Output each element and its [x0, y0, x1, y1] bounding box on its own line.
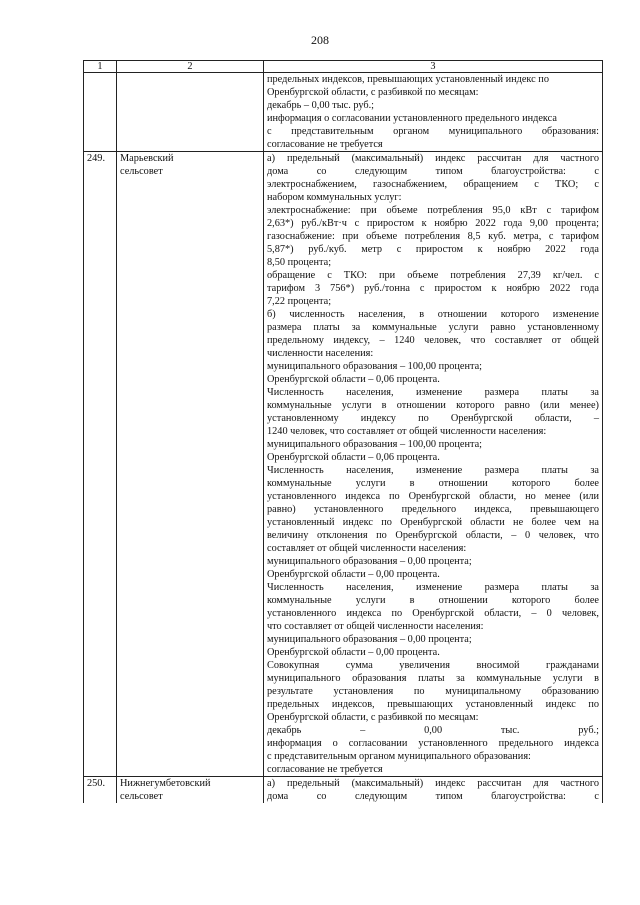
row-number-cell — [84, 73, 117, 152]
text-line: а) предельный (максимальный) индекс рассчитан для частного — [267, 778, 599, 789]
text-line: муниципального образования – 0,00 процента; — [267, 556, 472, 567]
municipality-name — [117, 152, 264, 777]
text-line: предельных индексов, превышающих установленный индекс по — [267, 74, 549, 85]
table-row-249 — [84, 152, 603, 777]
text-line: декабрь – 0,00 тыс. руб.; — [267, 725, 599, 736]
text-line: обращение с ТКО: при объеме потребления 27,39 кг/чел. с — [267, 270, 599, 281]
text-line: согласование не требуется — [267, 764, 383, 775]
text-line: размера платы за коммунальные услуги равно установленному — [267, 322, 599, 333]
text-line: установленному индексу по Оренбургской области, – — [267, 413, 599, 424]
text-line: коммунальные услуги в отношении которого равно (или менее) — [267, 400, 599, 411]
page-number: 208 — [311, 33, 329, 47]
text-line: установленного индекса по Оренбургской области, – 0 человек, — [267, 608, 599, 619]
text-line: дома со следующим типом благоустройства: с — [267, 791, 599, 802]
text-line: муниципального образования – 100,00 процента; — [267, 361, 483, 372]
text-line: Оренбургской области – 0,00 процента. — [267, 647, 440, 658]
municipality-cell — [117, 73, 264, 152]
text-line: Оренбургской области – 0,06 процента. — [267, 374, 440, 385]
text-line: Численность населения, изменение размера платы за — [267, 582, 599, 593]
text-line: Численность населения, изменение размера платы за — [267, 465, 599, 476]
text-line: 8,50 процента; — [267, 257, 332, 268]
text-line: равно) установленного предельного индекса, превышающего — [267, 504, 599, 515]
text-line: с представительным органом муниципального образования: — [267, 126, 599, 137]
row-number: 250. — [84, 777, 117, 804]
text-line: 7,22 процента; — [267, 296, 332, 307]
text-line: 1240 человек, что составляет от общей численности населения: — [267, 426, 547, 437]
table-row-continuation — [84, 73, 603, 152]
text-line: согласование не требуется — [267, 139, 383, 150]
text-line: Численность населения, изменение размера платы за — [267, 387, 599, 398]
text-line: б) численность населения, в отношении которого изменение — [267, 309, 599, 320]
text-line: тарифом 3 756*) руб./тонна с приростом к ноябрю 2022 года — [267, 283, 599, 294]
header-cell-3: 3 — [264, 61, 603, 73]
text-line: муниципального образования платы за коммунальные услуги в — [267, 673, 599, 684]
municipality-name-line: Марьевский — [120, 153, 174, 164]
table-header-row — [84, 61, 603, 73]
description-cell — [264, 73, 603, 152]
header-cell-2: 2 — [117, 61, 264, 73]
text-line: Оренбургской области – 0,06 процента. — [267, 452, 440, 463]
text-line: декабрь – 0,00 тыс. руб.; — [267, 100, 375, 111]
text-line: Оренбургской области, с разбивкой по месяцам: — [267, 87, 479, 98]
municipality-name-line: сельсовет — [120, 791, 163, 802]
text-line: Оренбургской области – 0,00 процента. — [267, 569, 440, 580]
text-line: информация о согласовании установленного предельного индекса — [267, 738, 599, 749]
text-line: электроснабжение: при объеме потребления 95,0 кВт с тарифом — [267, 205, 599, 216]
text-line: 2,63*) руб./кВт·ч с приростом к ноябрю 2022 года 9,00 процента; — [267, 218, 599, 229]
description-cell — [264, 777, 603, 804]
municipality-name — [117, 777, 264, 804]
text-line: набором коммунальных услуг: — [267, 192, 402, 203]
text-line: 5,87*) руб./куб. метр с приростом к ноябрю 2022 года — [267, 244, 599, 255]
text-line: информация о согласовании установленного предельного индекса — [267, 113, 557, 124]
text-line: что составляет от общей численности населения: — [267, 621, 484, 632]
text-line: предельному индексу, – 1240 человек, что составляет от общей — [267, 335, 599, 346]
text-line: Совокупная сумма увеличения вносимой гражданами — [267, 660, 599, 671]
table-row-250 — [84, 777, 603, 804]
text-line: муниципального образования – 100,00 процента; — [267, 439, 483, 450]
text-line: с представительным органом муниципального образования: — [267, 751, 531, 762]
municipality-name-line: Нижнегумбетовский — [120, 778, 211, 789]
text-line: электроснабжением, газоснабжением, обращением с ТКО; с — [267, 179, 599, 190]
text-line: результате установления по муниципальному образованию — [267, 686, 599, 697]
text-line: дома со следующим типом благоустройства: с — [267, 166, 599, 177]
text-line: численности населения: — [267, 348, 374, 359]
text-line: газоснабжение: при объеме потребления 8,5 куб. метра, с тарифом — [267, 231, 599, 242]
text-line: величину отклонения по Оренбургской области, – 0 человек, что — [267, 530, 599, 541]
index-table — [83, 60, 603, 803]
text-line: установленного индекса по Оренбургской области, но менее (или — [267, 491, 599, 502]
text-line: составляет от общей численности населения: — [267, 543, 467, 554]
text-line: установленный индекс по Оренбургской области не более чем на — [267, 517, 599, 528]
text-line: предельных индексов, превышающих установленный индекс по — [267, 699, 599, 710]
text-line: коммунальные услуги в отношении которого более — [267, 595, 599, 606]
municipality-name-line: сельсовет — [120, 166, 163, 177]
text-line: Оренбургской области, с разбивкой по месяцам: — [267, 712, 479, 723]
text-line: а) предельный (максимальный) индекс рассчитан для частного — [267, 153, 599, 164]
header-cell-1: 1 — [84, 61, 117, 73]
row-number: 249. — [84, 152, 117, 777]
description-cell — [264, 152, 603, 777]
text-line: коммунальные услуги в отношении которого более — [267, 478, 599, 489]
text-line: муниципального образования – 0,00 процента; — [267, 634, 472, 645]
